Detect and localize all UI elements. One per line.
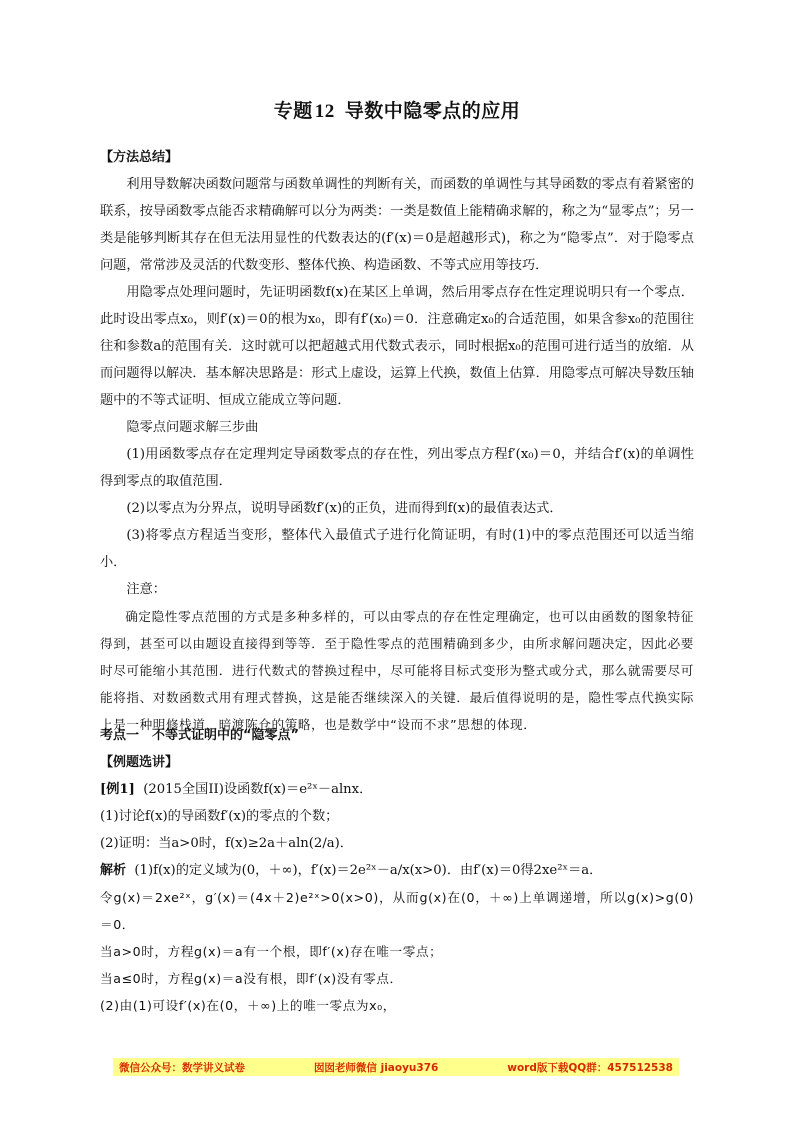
solution-line-5: (2)由(1)可设f′(x)在(0，＋∞)上的唯一零点为x₀， [100, 998, 396, 1013]
footer-teacher-wechat: 囡囡老师微信 jiaoyu376 [313, 1061, 439, 1074]
question-1: (1)讨论f(x)的导函数f′(x)的零点的个数； [100, 809, 339, 824]
solution-label: 解析 [100, 863, 127, 878]
example-header: 【例题选讲】 [100, 755, 179, 770]
method-header: 【方法总结】 [100, 150, 179, 165]
solution-text-1: (1)f(x)的定义域为(0，＋∞)，f′(x)＝2e²ˣ－a/x(x>0)．由f′(x)＝0得2xe²ˣ＝a． [134, 863, 603, 878]
method-paragraph-2: 用隐零点处理问题时，先证明函数f(x)在某区上单调，然后用零点存在性定理说明只有一个零点．此时设出零点x₀，则f′(x)＝0的根为x₀，即有f′(x₀)＝0．注意确定x₀的合适范围，如果含参x₀的范围往往和参数a的范围有关．这时就可以把超越式用代数式表示，同时根据x₀的范围可进行适当的放缩．从而问题得以解决．基本解决思路是：形式上虚设，运算上代换，数值上估算．用隐零点可解决导数压轴题中的不等式证明、恒成立能成立等问题． [100, 285, 694, 408]
step-3: (3)将零点方程适当变形，整体代入最值式子进行化简证明，有时(1)中的零点范围还可以适当缩小． [100, 528, 694, 570]
note-label: 注意： [126, 582, 166, 597]
page-title [0, 96, 794, 123]
title-text: 导数中隐零点的应用 [344, 100, 521, 122]
footer-wechat-account: 微信公众号：数学讲义试卷 [119, 1061, 245, 1074]
solution-line-2: 令g(x)＝2xe²ˣ，g′(x)＝(4x＋2)e²ˣ>0(x>0)，从而g(x)在(0，＋∞)上单调递增，所以g(x)>g(0)＝0． [100, 890, 694, 932]
footer-banner [113, 1058, 679, 1076]
example-1 [100, 776, 694, 803]
kaodian-title: 考点一 不等式证明中的“隐零点” [100, 728, 300, 743]
solution-line-4: 当a≤0时，方程g(x)＝a没有根，即f′(x)没有零点． [100, 971, 403, 986]
step-2: (2)以零点为分界点，说明导函数f′(x)的正负，进而得到f(x)的最值表达式． [126, 501, 563, 516]
method-summary [100, 144, 694, 738]
step-1: (1)用函数零点存在定理判定导函数零点的存在性，列出零点方程f′(x₀)＝0，并结合f′(x)的单调性得到零点的取值范围． [100, 447, 694, 489]
title-prefix: 专题 [273, 100, 313, 122]
three-steps-heading: 隐零点问题求解三步曲 [126, 420, 259, 435]
title-number: 12 [314, 101, 335, 122]
method-paragraph-1: 利用导数解决函数问题常与函数单调性的判断有关，而函数的单调性与其导函数的零点有着紧密的联系，按导函数零点能否求精确解可以分为两类：一类是数值上能精确求解的，称之为“显零点”；另一类是能够判断其存在但无法用显性的代数表达的(f′(x)＝0是超越形式)，称之为“隐零点”．对于隐零点问题，常常涉及灵活的代数变形、整体代换、构造函数、不等式应用等技巧． [100, 177, 694, 273]
question-2: (2)证明：当a>0时，f(x)≥2a＋aln(2/a)． [100, 836, 353, 851]
solution-line-3: 当a>0时，方程g(x)＝a有一个根，即f′(x)存在唯一零点； [100, 944, 443, 959]
footer-qq-group: word版下载QQ群：457512538 [507, 1061, 673, 1074]
kaodian-section [100, 722, 694, 1019]
solution-line-1 [100, 857, 694, 884]
example-1-text: (2015全国II)设函数f(x)＝e²ˣ－alnx． [143, 782, 373, 797]
example-1-label: [例1] [100, 782, 135, 797]
note-text: 确定隐性零点范围的方式是多种多样的，可以由零点的存在性定理确定，也可以由函数的图象特征得到，甚至可以由题设直接得到等等．至于隐性零点的范围精确到多少，由所求解问题决定，因此必要时尽可能缩小其范围．进行代数式的替换过程中，尽可能将目标式变形为整式或分式，那么就需要尽可能将指、对数函数式用有理式替换，这是能否继续深入的关键．最后值得说明的是，隐性零点代换实际上是一种明修栈道，暗渡陈仓的策略，也是数学中“设而不求”思想的体现． [100, 609, 694, 732]
